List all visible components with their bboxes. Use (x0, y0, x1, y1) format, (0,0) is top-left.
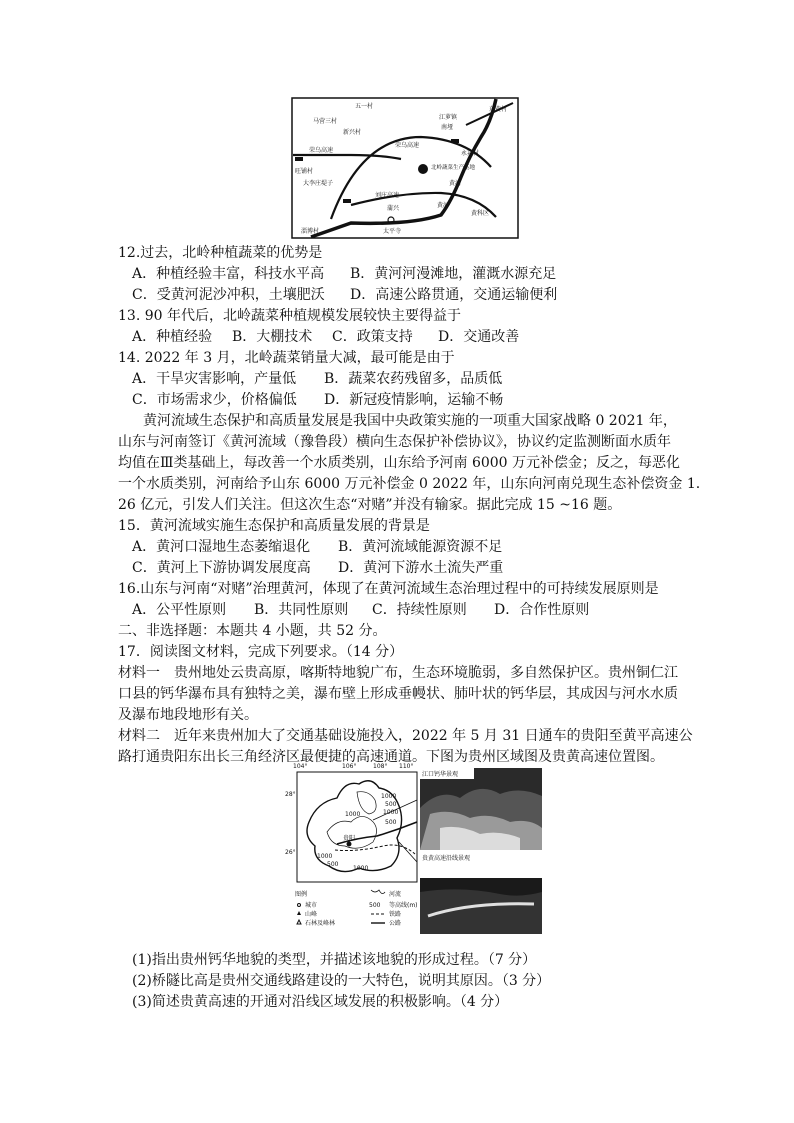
lon-108: 108° (373, 763, 388, 770)
lon-110: 110° (399, 763, 414, 770)
label-daxingcun: 蒲兴 (387, 205, 400, 212)
q12-option-d[interactable]: D．高速公路贯通，交通运输便利 (350, 287, 558, 303)
label-beiling-base: 北岭蔬菜生产基地 (431, 165, 476, 171)
label-huanghe-2: 黄河 (437, 202, 450, 209)
label-wuyicun: 五一村 (355, 103, 374, 110)
label-jiangluozhen: 江萝镇 (439, 114, 458, 121)
beiling-location-map (291, 97, 519, 239)
label-taiping: 太平寺 (383, 228, 402, 235)
q12-option-b[interactable]: B．黄河河漫滩地，灌溉水源充足 (350, 266, 557, 282)
q15-stem: 15．黄河流域实施生态保护和高质量发展的背景是 (118, 518, 430, 534)
city-guiyang: 贵阳 (343, 835, 356, 842)
section-2-heading: 二、非选择题：本题共 4 小题，共 52 分。 (118, 623, 387, 639)
q13-option-b[interactable]: B．大棚技术 (232, 329, 313, 345)
guiyang-marker (347, 842, 352, 847)
q12-options-cd (132, 285, 692, 305)
q15-option-c[interactable]: C．黄河上下游协调发展度高 (132, 560, 311, 576)
q17-stem: 17．阅读图文材料，完成下列要求。（14 分） (118, 644, 404, 660)
q14-stem: 14. 2022 年 3 月，北岭蔬菜销量大减，最可能是由于 (118, 350, 455, 366)
label-dalizhuang: 大李庄堤子 (303, 180, 334, 187)
passage-line-1: 黄河流域生态保护和高质量发展是我国中央政策实施的一项重大国家战略 0 2021 年， (143, 413, 677, 429)
label-xinxingcun: 新兴村 (343, 129, 362, 136)
contour-label-8: 1000 (353, 865, 369, 872)
q15-option-a[interactable]: A．黄河口湿地生态萎缩退化 (132, 539, 311, 555)
legend-contour: 等高线(m) (389, 902, 418, 909)
passage-line-5: 26 亿元，引发人们关注。但这次生态“对赌”并没有输家。据此完成 15 ~16 题。 (118, 497, 622, 513)
lon-106: 106° (342, 763, 357, 770)
map1-toll-1 (343, 199, 351, 203)
passage-line-3: 均值在Ⅲ类基础上，每改善一个水质类别，山东给予河南 6000 万元补偿金；反之，每恶化 (118, 455, 681, 471)
q16-option-a[interactable]: A．公平性原则 (132, 602, 227, 618)
lat-28: 28° (285, 791, 296, 798)
label-madansancun: 马营三村 (313, 118, 338, 125)
q13-option-c[interactable]: C．政策支持 (332, 329, 413, 345)
q15-options-ab (132, 537, 692, 557)
q15-option-b[interactable]: B．黄河流域能源资源不足 (338, 539, 503, 555)
legend-peak: 山峰 (305, 911, 318, 918)
q17-sub-3: (3)简述贵黄高速的开通对沿线区域发展的积极影响。（4 分） (132, 994, 509, 1010)
q14-option-b[interactable]: B．蔬菜农药残留多，品质低 (324, 371, 503, 387)
legend-title: 图例 (295, 891, 308, 898)
q13-stem: 13. 90 年代后，北岭蔬菜种植规模发展较快主要得益于 (118, 308, 461, 324)
q13-option-a[interactable]: A．种植经验 (132, 329, 213, 345)
q16-option-d[interactable]: D．合作性原则 (494, 602, 590, 618)
q15-option-d[interactable]: D．黄河下游水土流失严重 (338, 560, 504, 576)
q16-stem: 16.山东与河南“对赌”治理黄河，体现了在黄河流域生态治理过程中的可持续发展原则是 (118, 581, 659, 597)
q17-material1-line3: 及瀑布地段地形有关。 (118, 707, 258, 723)
legend-contour-value: 500 (369, 902, 381, 909)
q14-options-ab (132, 369, 692, 389)
q17-material2-line1: 材料二 近年来贵州加大了交通基础设施投入，2022 年 5 月 31 日通车的贵阳至黄平高速公 (118, 728, 693, 744)
contour-label-4: 1000 (383, 809, 399, 816)
contour-label-5: 500 (385, 819, 397, 826)
label-xunbucun: 旺铺村 (295, 168, 314, 175)
label-highway-2: 荣乌高速 (395, 142, 420, 149)
q17-sub-2: (2)桥隧比高是贵州交通线路建设的一大特色，说明其原因。（3 分） (132, 973, 551, 989)
q16-options (132, 600, 692, 620)
legend-river: 河流 (389, 891, 402, 898)
q12-option-c[interactable]: C．受黄河泥沙冲积，土壤肥沃 (132, 287, 325, 303)
q13-option-d[interactable]: D．交通改善 (438, 329, 520, 345)
q14-option-c[interactable]: C．市场需求少，价格偏低 (132, 392, 297, 408)
passage-line-2: 山东与河南签订《黄河流域（豫鲁段）横向生态保护补偿协议》，协议约定监测断面水质年 (118, 434, 671, 450)
q14-option-a[interactable]: A．干旱灾害影响，产量低 (132, 371, 297, 387)
map1-base-marker (418, 164, 428, 174)
contour-label-3: 500 (385, 801, 397, 808)
q16-option-c[interactable]: C．持续性原则 (372, 602, 467, 618)
q15-options-cd (132, 558, 692, 578)
q17-material2-line2: 路打通贵阳东出长三角经济区最便捷的高速通道。下图为贵州区域图及贵黄高速位置图。 (118, 749, 664, 765)
label-highway-1: 荣乌高速 (309, 147, 334, 154)
legend-city: 城市 (305, 902, 318, 909)
map1-toll-2 (451, 139, 459, 143)
label-donghuangchun: 东黄村 (489, 106, 508, 113)
q14-option-d[interactable]: D．新冠疫情影响，运输不畅 (324, 392, 504, 408)
q12-option-a[interactable]: A．种植经验丰富，科技水平高 (132, 266, 325, 282)
q14-options-cd (132, 390, 692, 410)
q17-material1-line2: 口县的钙华瀑布具有独特之美，瀑布壁上形成垂幔状、肺叶状的钙华层，其成因与河水水质 (118, 686, 678, 702)
map2-legend (295, 890, 418, 927)
legend-forest: 石林及峰林 (305, 920, 336, 927)
q17-material1-line1: 材料一 贵州地处云贵高原，喀斯特地貌广布，生态环境脆弱，多自然保护区。贵州铜仁江 (118, 665, 678, 681)
lat-26: 26° (285, 849, 296, 856)
contour-label-7: 500 (327, 861, 339, 868)
contour-label-2: 1000 (381, 793, 397, 800)
photo1-caption: 江口钙华景观 (422, 771, 459, 778)
label-yongjiacun: 永嘉村 (461, 150, 480, 157)
legend-rail: 铁路 (389, 911, 402, 918)
label-nanya: 南垭 (441, 124, 454, 131)
photo-guihuang-highway (420, 852, 542, 934)
label-gangzhou: 刘庄高速 (375, 192, 400, 199)
q12-stem: 12.过去，北岭种植蔬菜的优势是 (118, 245, 323, 261)
label-diandaofan: 淄博村 (301, 228, 320, 235)
photo-jiangkou-calcium (420, 768, 542, 850)
lon-104: 104° (293, 763, 308, 770)
map1-toll-3 (295, 157, 303, 161)
q16-option-b[interactable]: B．共同性原则 (254, 602, 349, 618)
q13-options (132, 327, 692, 347)
contour-label-6: 1000 (317, 853, 333, 860)
label-ponggao: 黄科区 (471, 210, 490, 217)
q12-options-ab (132, 264, 692, 284)
passage-line-4: 一个水质类别，河南给予山东 6000 万元补偿金 0 2022 年，山东向河南兑现生态补偿资金 1. (118, 476, 701, 492)
label-huanghe-1: 黄河 (449, 180, 462, 187)
photo2-caption: 贵黄高速沿线景观 (422, 855, 471, 862)
contour-label-1: 1000 (345, 811, 361, 818)
q17-sub-1: (1)指出贵州钙华地貌的类型，并描述该地貌的形成过程。（7 分） (132, 952, 537, 968)
legend-road: 公路 (389, 920, 402, 927)
